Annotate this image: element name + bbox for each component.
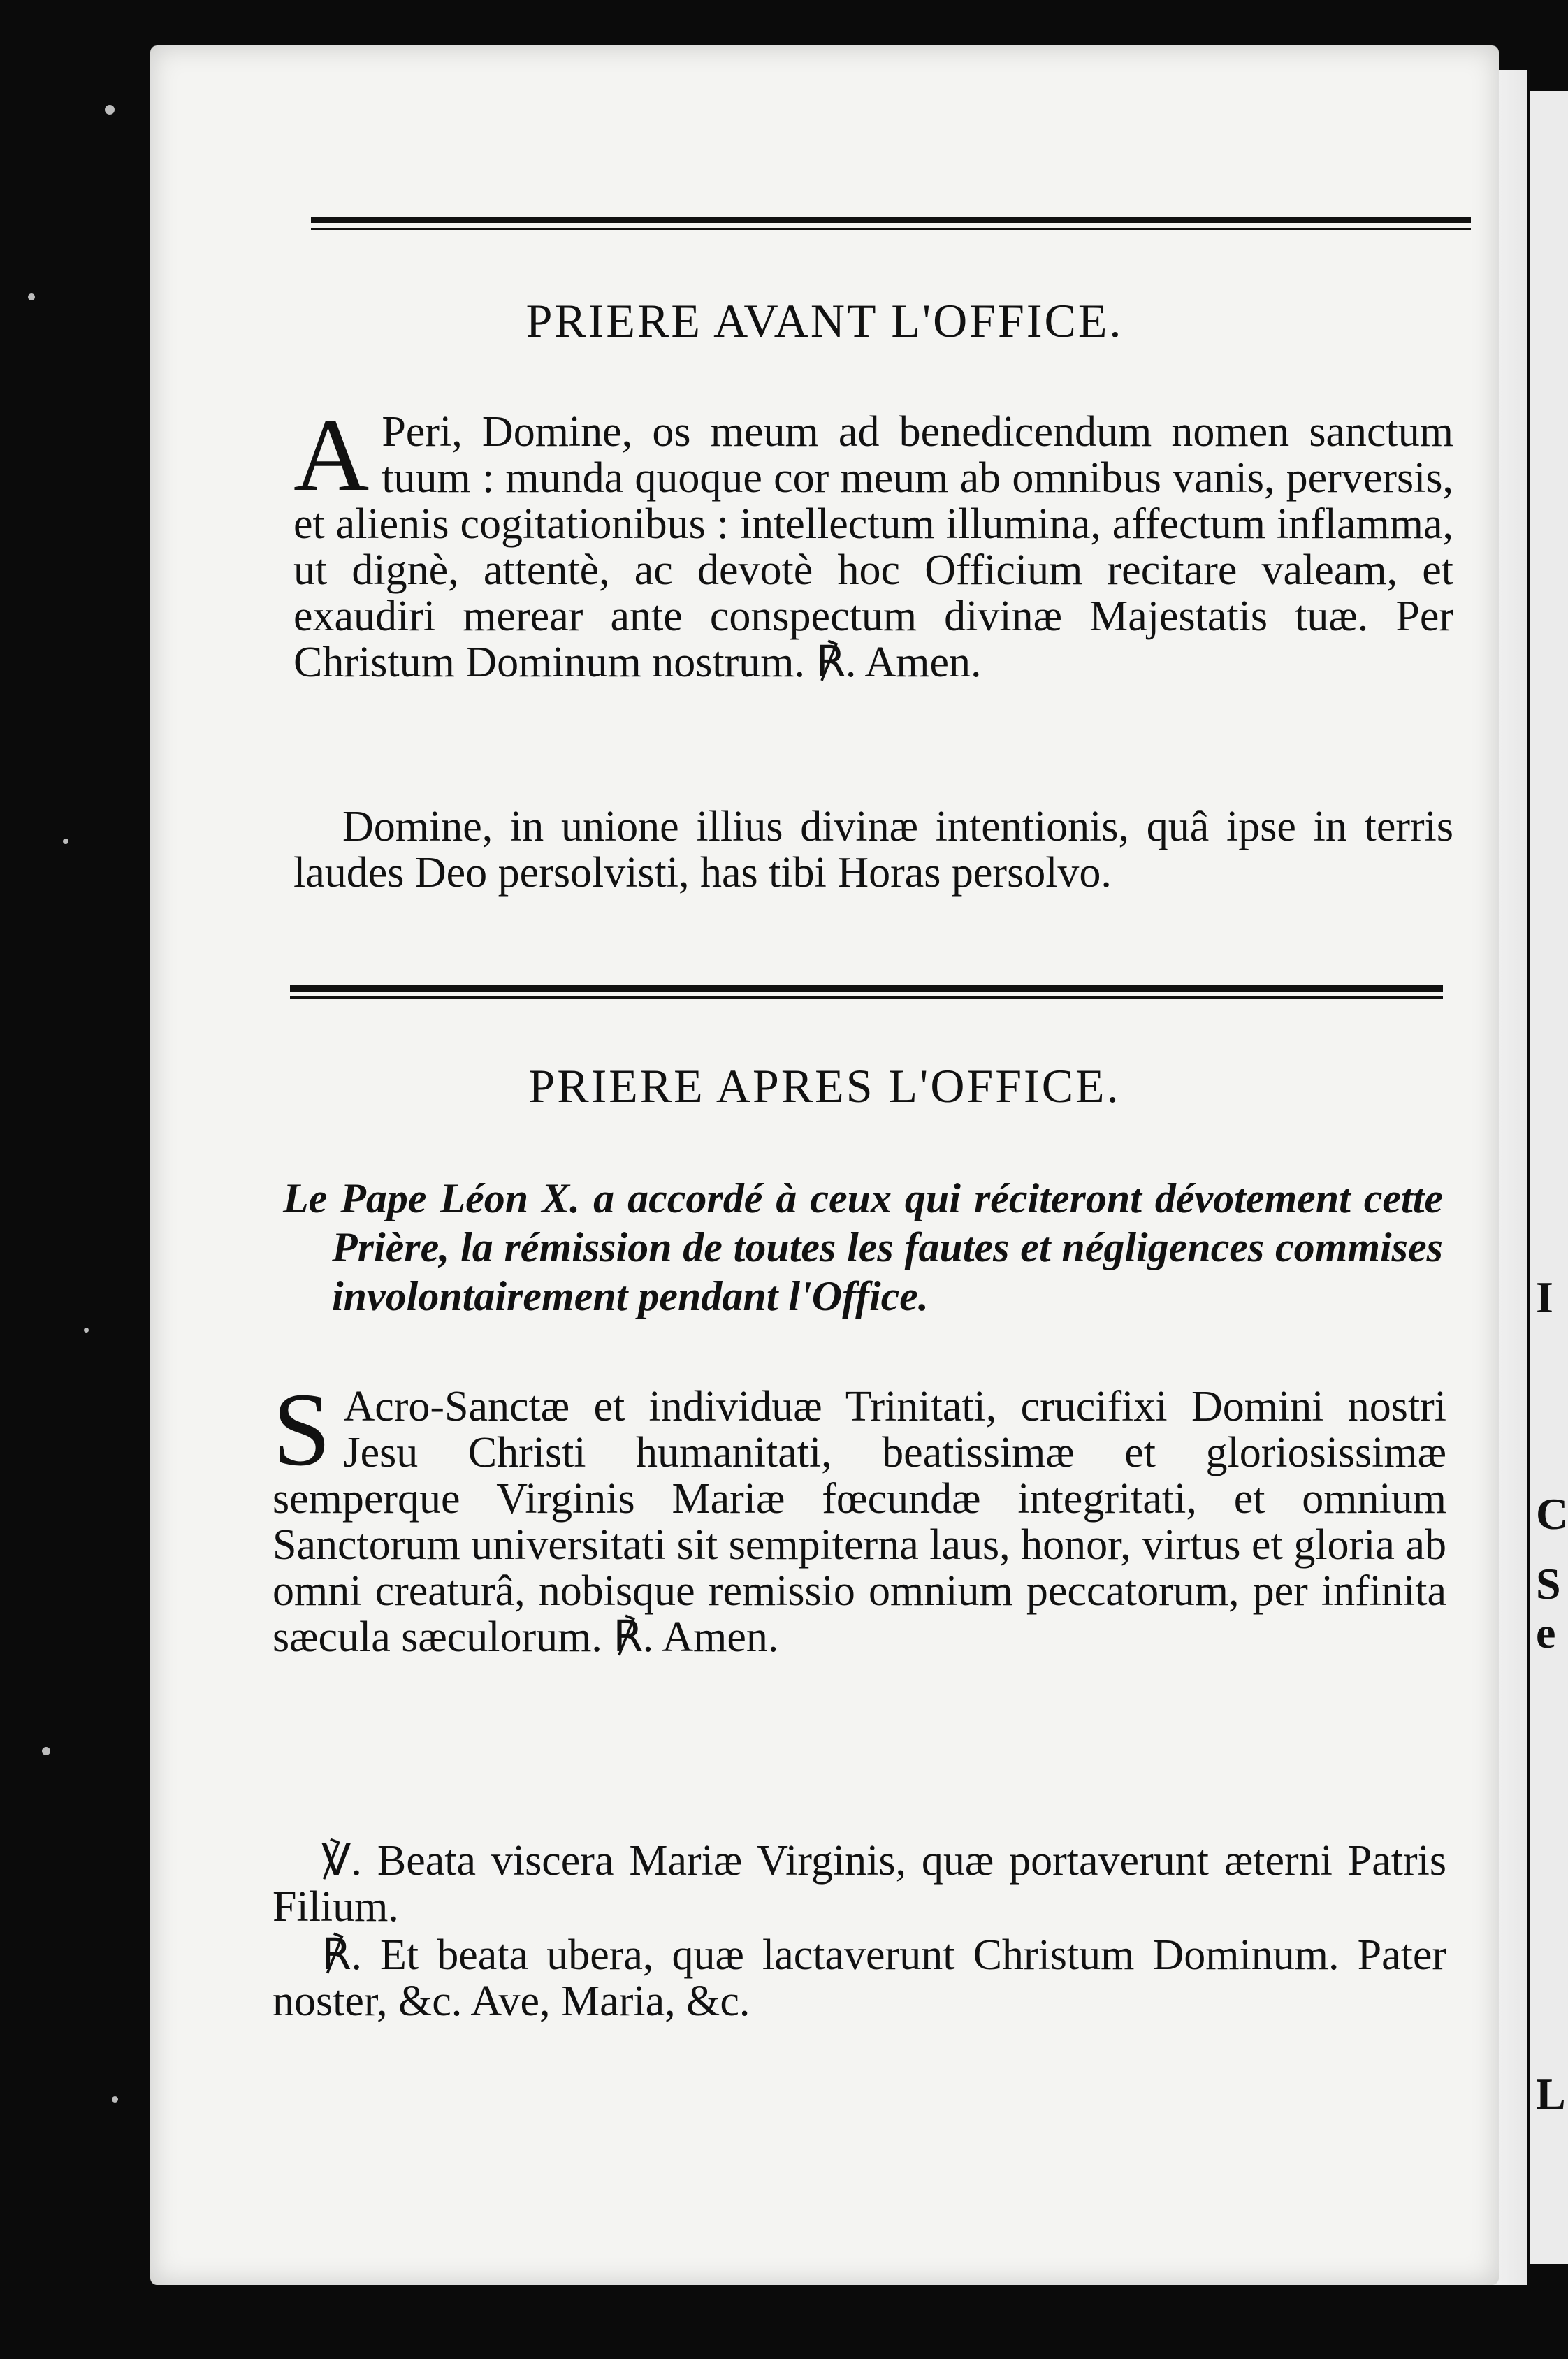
section-title-before-office: PRIERE AVANT L'OFFICE. [525, 294, 1124, 347]
dust-speck [105, 105, 115, 115]
next-page-fragment: C [1536, 1489, 1568, 1539]
prayer-before-office-intention: Domine, in unione illius divinæ intentionis, quâ ipse in terris laudes Deo persolvisti, has tibi Horas persolvo. [293, 803, 1453, 897]
next-page-fragment: S [1536, 1559, 1561, 1609]
indulgence-note-text: Le Pape Léon X. a accordé à ceux qui réciteront dévotement cette Prière, la rémission de toutes les fautes et négligences commises involontairement pendant l'Office. [283, 1175, 1443, 1319]
next-page-fragment: L [1536, 2069, 1566, 2119]
response: ℟. Et beata ubera, quæ lactaverunt Christum Dominum. Pater noster, &c. Ave, Maria, &c. [273, 1931, 1446, 2025]
versicle: ℣. Beata viscera Mariæ Virginis, quæ portaverunt æterni Patris Filium. [273, 1837, 1446, 1931]
section-title-after-office: PRIERE APRES L'OFFICE. [528, 1059, 1121, 1112]
dust-speck [42, 1747, 50, 1755]
next-page-edge [1530, 91, 1568, 2264]
prayer-text: Peri, Domine, os meum ad benedicendum nomen sanctum tuum : munda quoque cor meum ab omnibus vanis, perversis, et alienis cogitationibus : intellectum illumina, affectum inflamma, ut dignè, attentè, ac devotè hoc Officium recitare valeam, et exaudiri merear ante conspectum divinæ Majestatis tuæ. Per Christum Dominum nostrum. ℟. Amen. [293, 408, 1453, 686]
section-divider [311, 217, 1471, 230]
next-page-fragment: I [1536, 1272, 1553, 1322]
section-divider [290, 985, 1443, 999]
prayer-after-office-paragraph [273, 1372, 1446, 1661]
book-page [150, 45, 1499, 2285]
dust-speck [63, 839, 68, 844]
drop-cap: S [273, 1372, 331, 1488]
prayer-before-office-paragraph [293, 397, 1453, 686]
dust-speck [28, 293, 35, 300]
prayer-text: Acro-Sanctæ et individuæ Trinitati, crucifixi Domini nostri Jesu Christi humanitati, beatissimæ et gloriosissimæ semperque Virginis Mariæ fœcundæ integritati, et omnium Sanctorum universitati sit sempiterna laus, honor, virtus et gloria ab omni creaturâ, nobisque remissio omnium peccatorum, per infinita sæcula sæculorum. ℟. Amen. [273, 1383, 1446, 1661]
dust-speck [84, 1328, 89, 1333]
dust-speck [112, 2096, 118, 2103]
next-page-fragment: e [1536, 1608, 1556, 1657]
indulgence-note [283, 1174, 1443, 1321]
drop-cap: A [293, 397, 370, 513]
